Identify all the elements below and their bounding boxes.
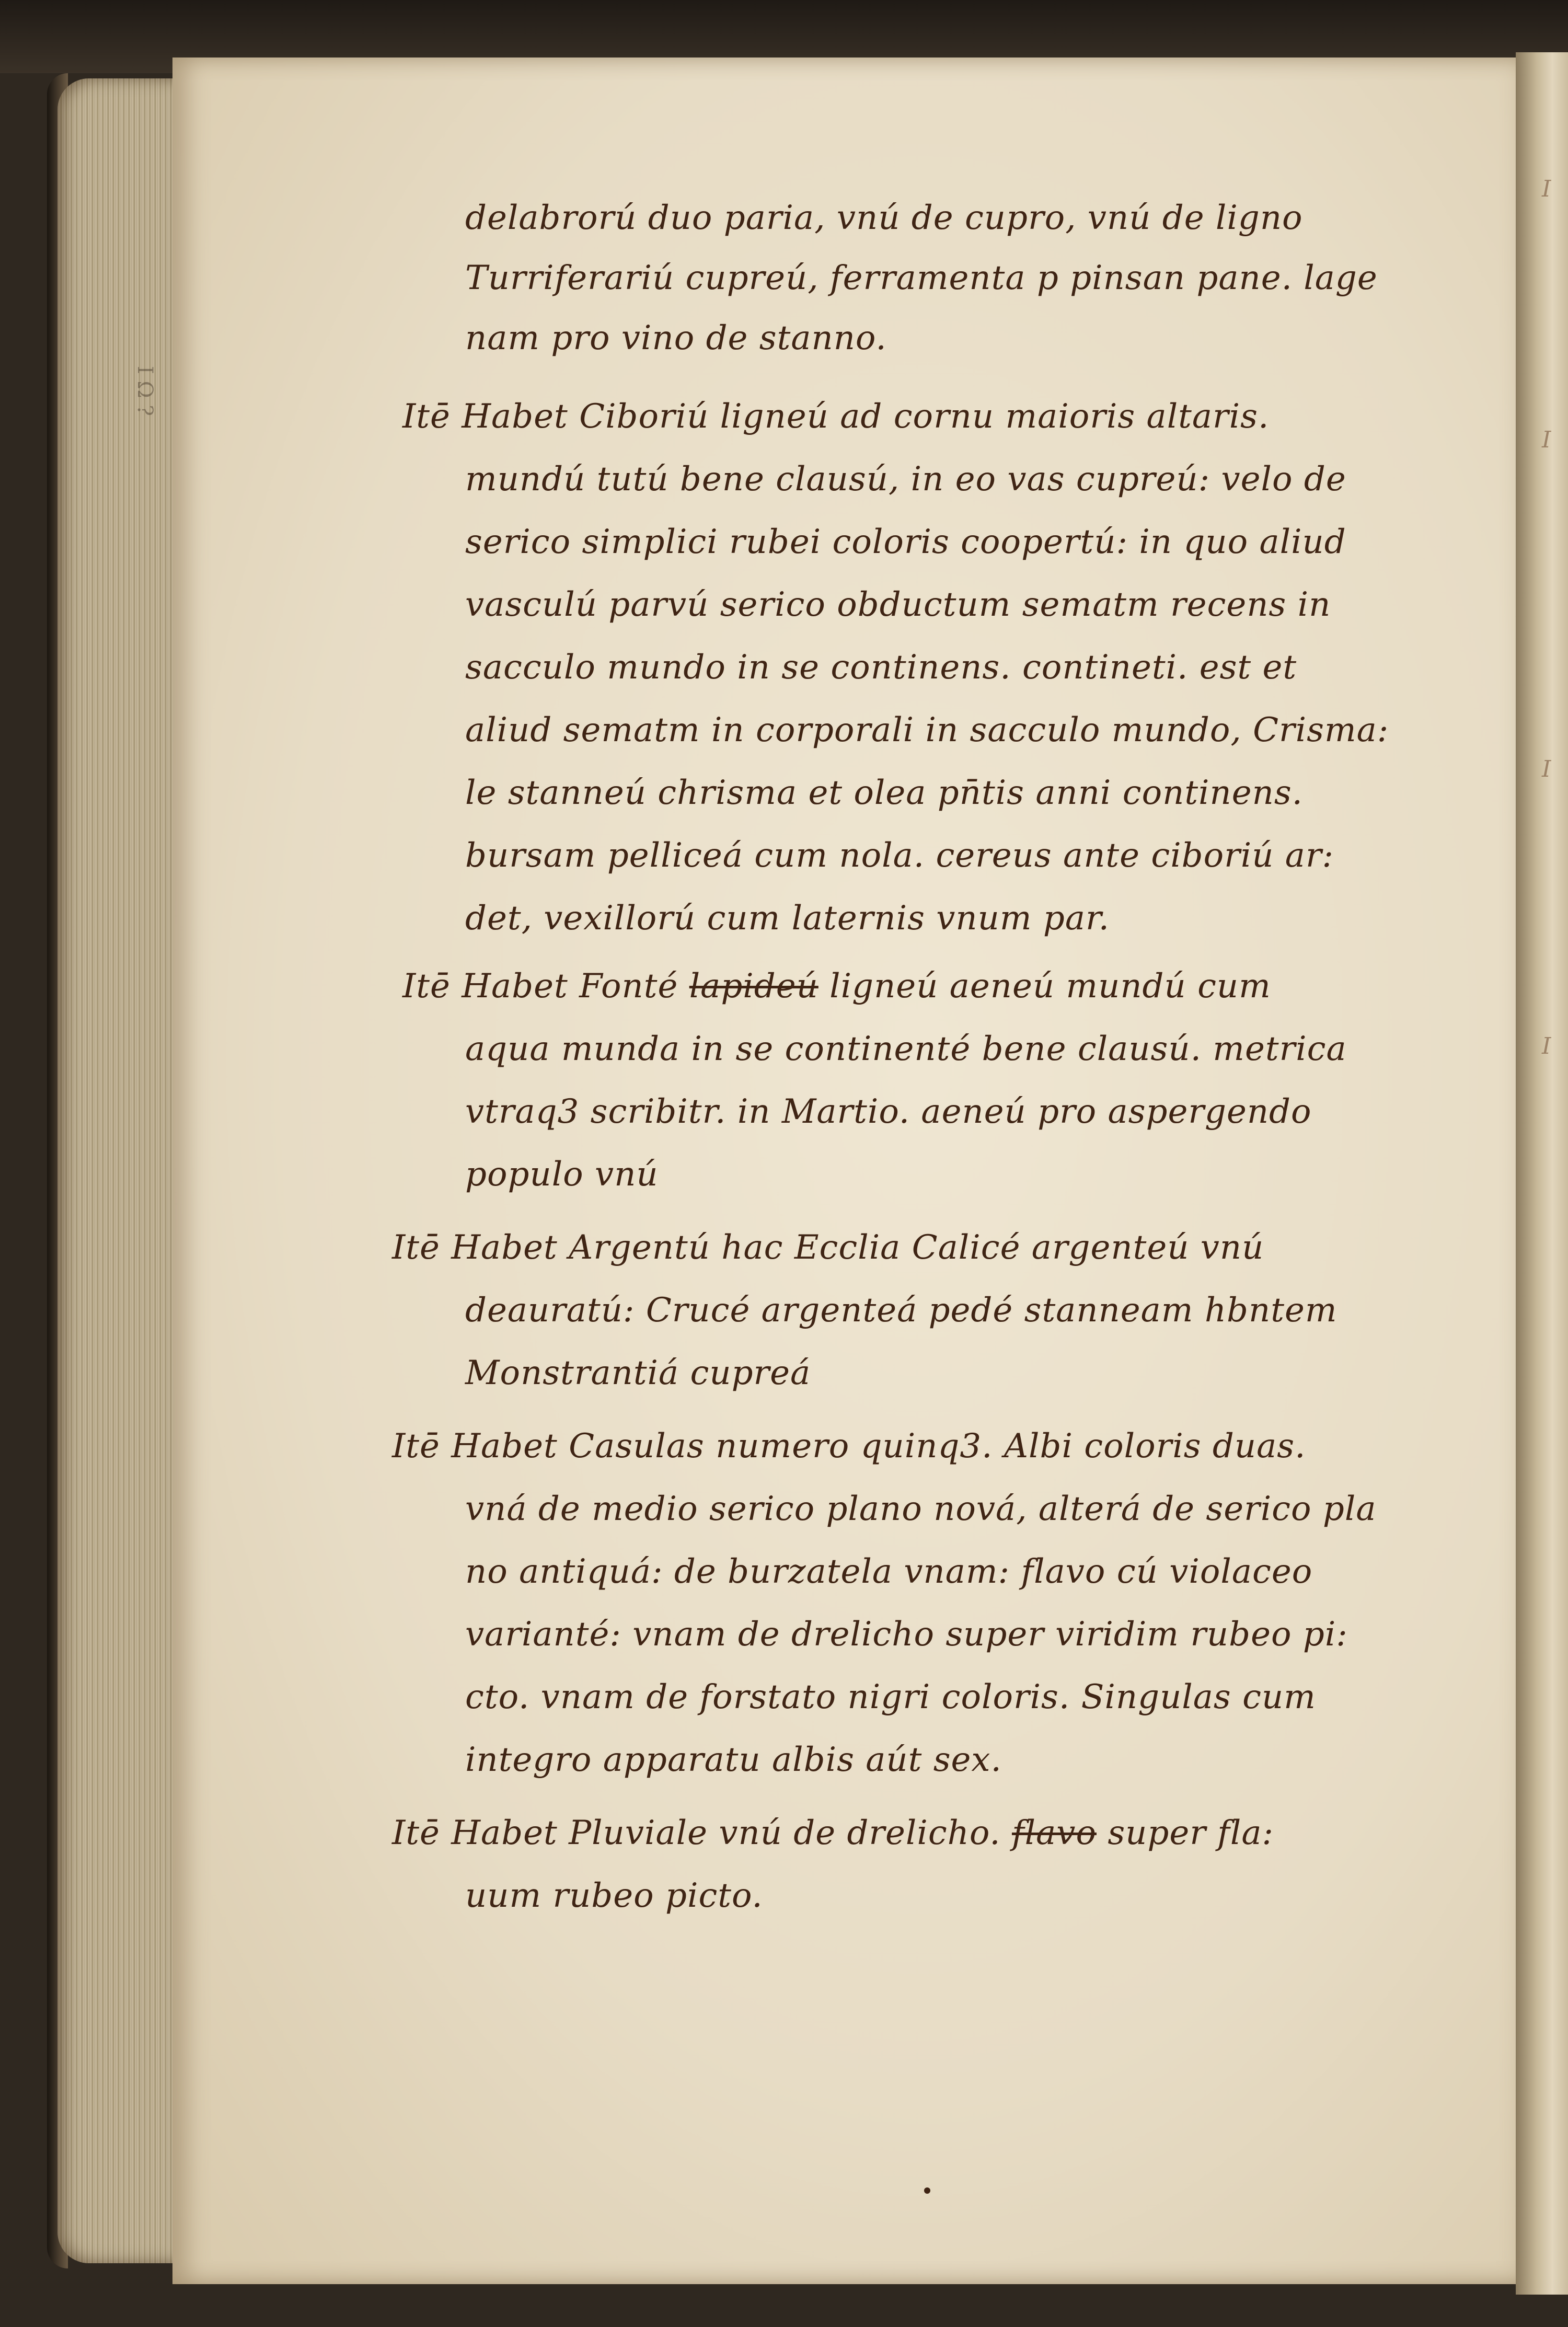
manuscript-page	[172, 57, 1531, 2284]
manuscript-line: integro apparatu albis aút sex.	[465, 1741, 1002, 1779]
manuscript-line: aqua munda in se continenté bene clausú. metrica	[465, 1030, 1347, 1068]
manuscript-line: Itē Habet Ciboriú ligneú ad cornu maioris altaris.	[402, 397, 1270, 436]
manuscript-line: deauratú: Crucé argenteá pedé stanneam hbntem	[465, 1291, 1338, 1330]
manuscript-line: Itē Habet Argentú hac Ecclia Calicé argenteú vnú	[392, 1228, 1264, 1267]
manuscript-line: uum rubeo picto.	[465, 1876, 763, 1915]
manuscript-line: cto. vnam de forstato nigri coloris. Singulas cum	[465, 1678, 1316, 1717]
manuscript-line: le stanneú chrisma et olea pn̄tis anni continens.	[465, 774, 1303, 812]
manuscript-line: det, vexillorú cum laternis vnum par.	[465, 899, 1110, 938]
manuscript-line: Turriferariú cupreú, ferramenta p pinsan pane. lage	[465, 259, 1378, 297]
manuscript-line: Itē Habet Pluviale vnú de drelicho. flavo super fla:	[392, 1814, 1274, 1852]
struck-word: flavo	[1011, 1814, 1097, 1852]
manuscript-line: serico simplici rubei coloris coopertú: in quo aliud	[465, 523, 1346, 561]
manuscript-line: populo vnú	[465, 1155, 659, 1194]
spine-bleed-through: I Ω ?	[133, 366, 157, 416]
manuscript-line: varianté: vnam de drelicho super viridim rubeo pi:	[465, 1615, 1348, 1654]
manuscript-line: bursam pelliceá cum nola. cereus ante ciboriú ar:	[465, 836, 1334, 875]
manuscript-line: nam pro vino de stanno.	[465, 319, 887, 358]
manuscript-line: no antiquá: de burzatela vnam: flavo cú violaceo	[465, 1552, 1313, 1591]
manuscript-line: vasculú parvú serico obductum sematm recens in	[465, 585, 1331, 624]
manuscript-line: Itē Habet Fonté lapideú ligneú aeneú mundú cum	[402, 967, 1271, 1006]
facing-page-bleed-marks: I I I I	[1542, 176, 1551, 1059]
manuscript-line: mundú tutú bene clausú, in eo vas cupreú: velo de	[465, 460, 1346, 499]
manuscript-line: Monstrantiá cupreá	[465, 1354, 811, 1392]
manuscript-line: sacculo mundo in se continens. contineti. est et	[465, 648, 1297, 687]
ink-dot	[924, 2187, 930, 2194]
manuscript-line: delabrorú duo paria, vnú de cupro, vnú de ligno	[465, 199, 1303, 237]
manuscript-line: Itē Habet Casulas numero quinq3. Albi coloris duas.	[392, 1427, 1306, 1466]
manuscript-line: vná de medio serico plano nová, alterá de serico pla	[465, 1490, 1377, 1528]
manuscript-line: vtraq3 scribitr. in Martio. aeneú pro aspergendo	[465, 1092, 1312, 1131]
struck-word: lapideú	[689, 967, 818, 1006]
manuscript-line: aliud sematm in corporali in sacculo mundo, Crisma:	[465, 711, 1389, 750]
